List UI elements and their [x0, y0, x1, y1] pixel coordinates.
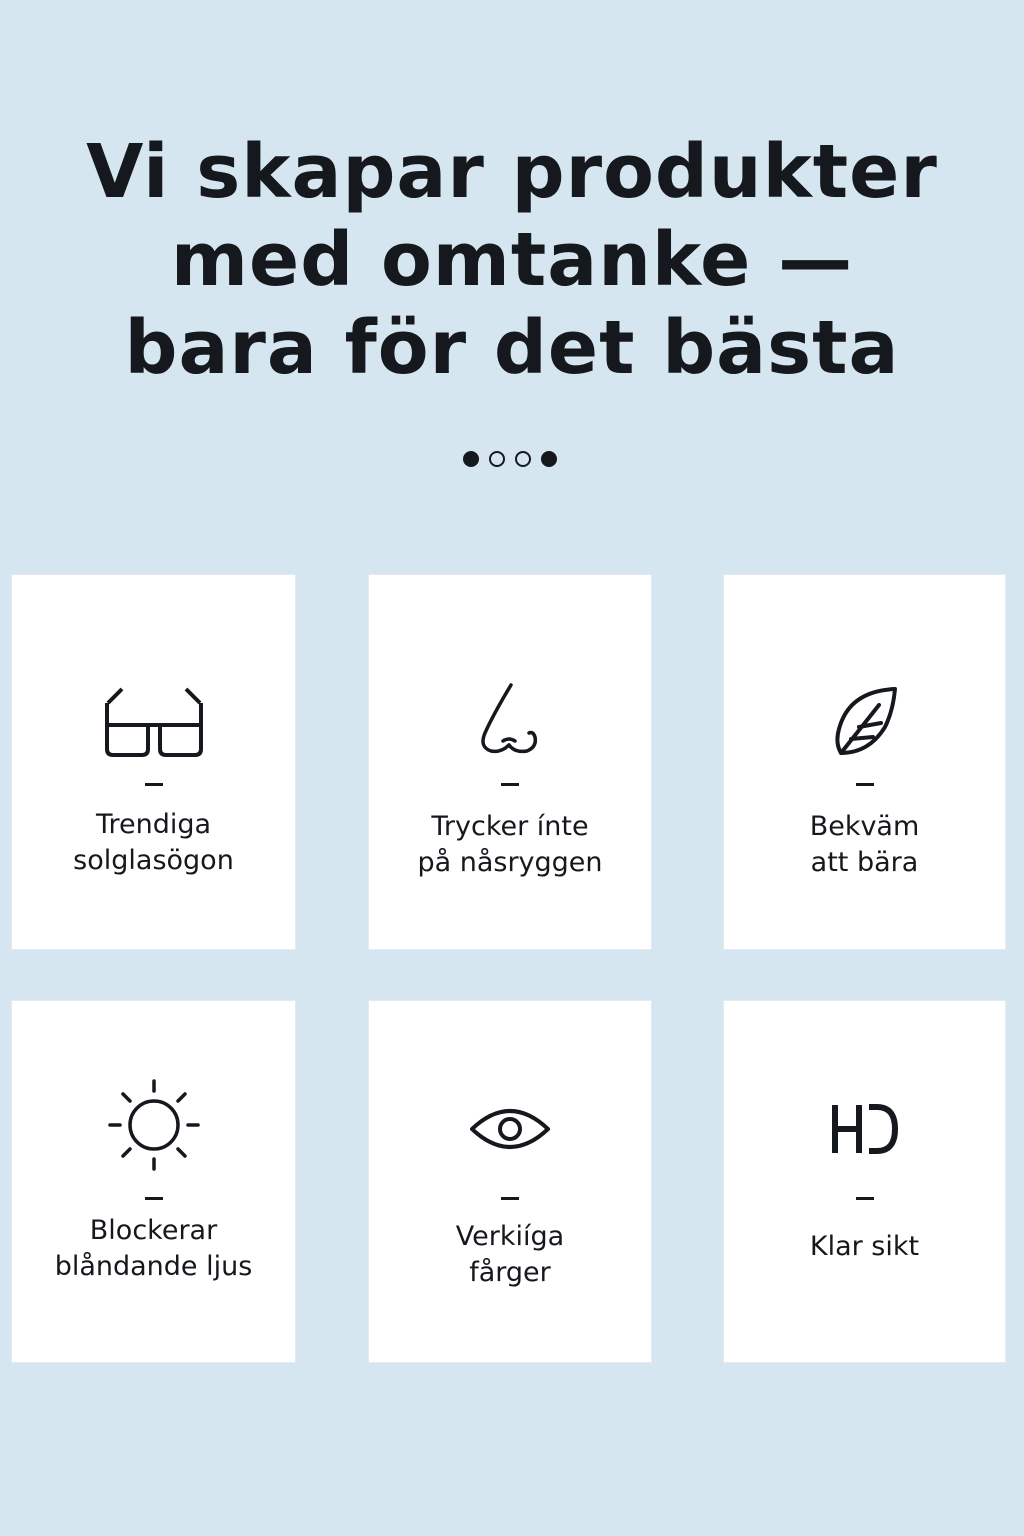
divider-dash — [856, 783, 874, 786]
feature-card-clear-vision — [723, 1000, 1006, 1363]
headline-line-2: med omtanke — — [170, 217, 854, 303]
feature-label-line-2: solglasögon — [73, 845, 234, 876]
divider-dash — [501, 1197, 519, 1200]
divider-dash — [856, 1197, 874, 1200]
headline-line-1: Vi skapar produkter — [86, 129, 938, 215]
hd-icon — [831, 1103, 899, 1155]
feature-card-blocks-glare — [11, 1000, 296, 1363]
glasses-icon — [104, 683, 204, 759]
feature-card-no-nose-pressure — [368, 574, 652, 950]
carousel-dot-1[interactable] — [463, 451, 479, 467]
feature-card-true-colors — [368, 1000, 652, 1363]
feature-label-line-1: Klar sikt — [809, 1231, 920, 1262]
divider-dash — [501, 783, 519, 786]
feature-label — [369, 809, 651, 881]
feature-label-line-1: Verkiíga — [455, 1221, 565, 1252]
feature-label-line-2: att bära — [810, 847, 919, 878]
feature-label-line-1: Bekväm — [809, 811, 920, 842]
carousel-dot-2[interactable] — [489, 451, 505, 467]
eye-icon — [469, 1105, 551, 1153]
feature-label-line-1: Blockerar — [89, 1215, 218, 1246]
divider-dash — [145, 783, 163, 786]
feature-label — [369, 1219, 651, 1291]
carousel-dot-3[interactable] — [515, 451, 531, 467]
sun-icon — [106, 1077, 202, 1173]
feature-label — [12, 807, 295, 879]
feature-label — [724, 809, 1005, 881]
feature-card-trendy-sunglasses — [11, 574, 296, 950]
feature-card-comfortable — [723, 574, 1006, 950]
headline-line-3: bara för det bästa — [124, 305, 900, 391]
headline — [0, 128, 1024, 392]
feature-label-line-2: blåndande ljus — [54, 1251, 253, 1282]
feature-label — [12, 1213, 295, 1285]
feature-label-line-2: fårger — [469, 1257, 551, 1288]
feature-label — [724, 1229, 1005, 1265]
carousel-dots — [463, 451, 557, 467]
nose-icon — [475, 681, 545, 757]
feature-label-line-1: Trycker ínte — [431, 811, 589, 842]
feature-label-line-1: Trendiga — [95, 809, 212, 840]
feature-label-line-2: på nåsryggen — [417, 847, 603, 878]
leaf-icon — [829, 685, 901, 757]
carousel-dot-4[interactable] — [541, 451, 557, 467]
divider-dash — [145, 1197, 163, 1200]
